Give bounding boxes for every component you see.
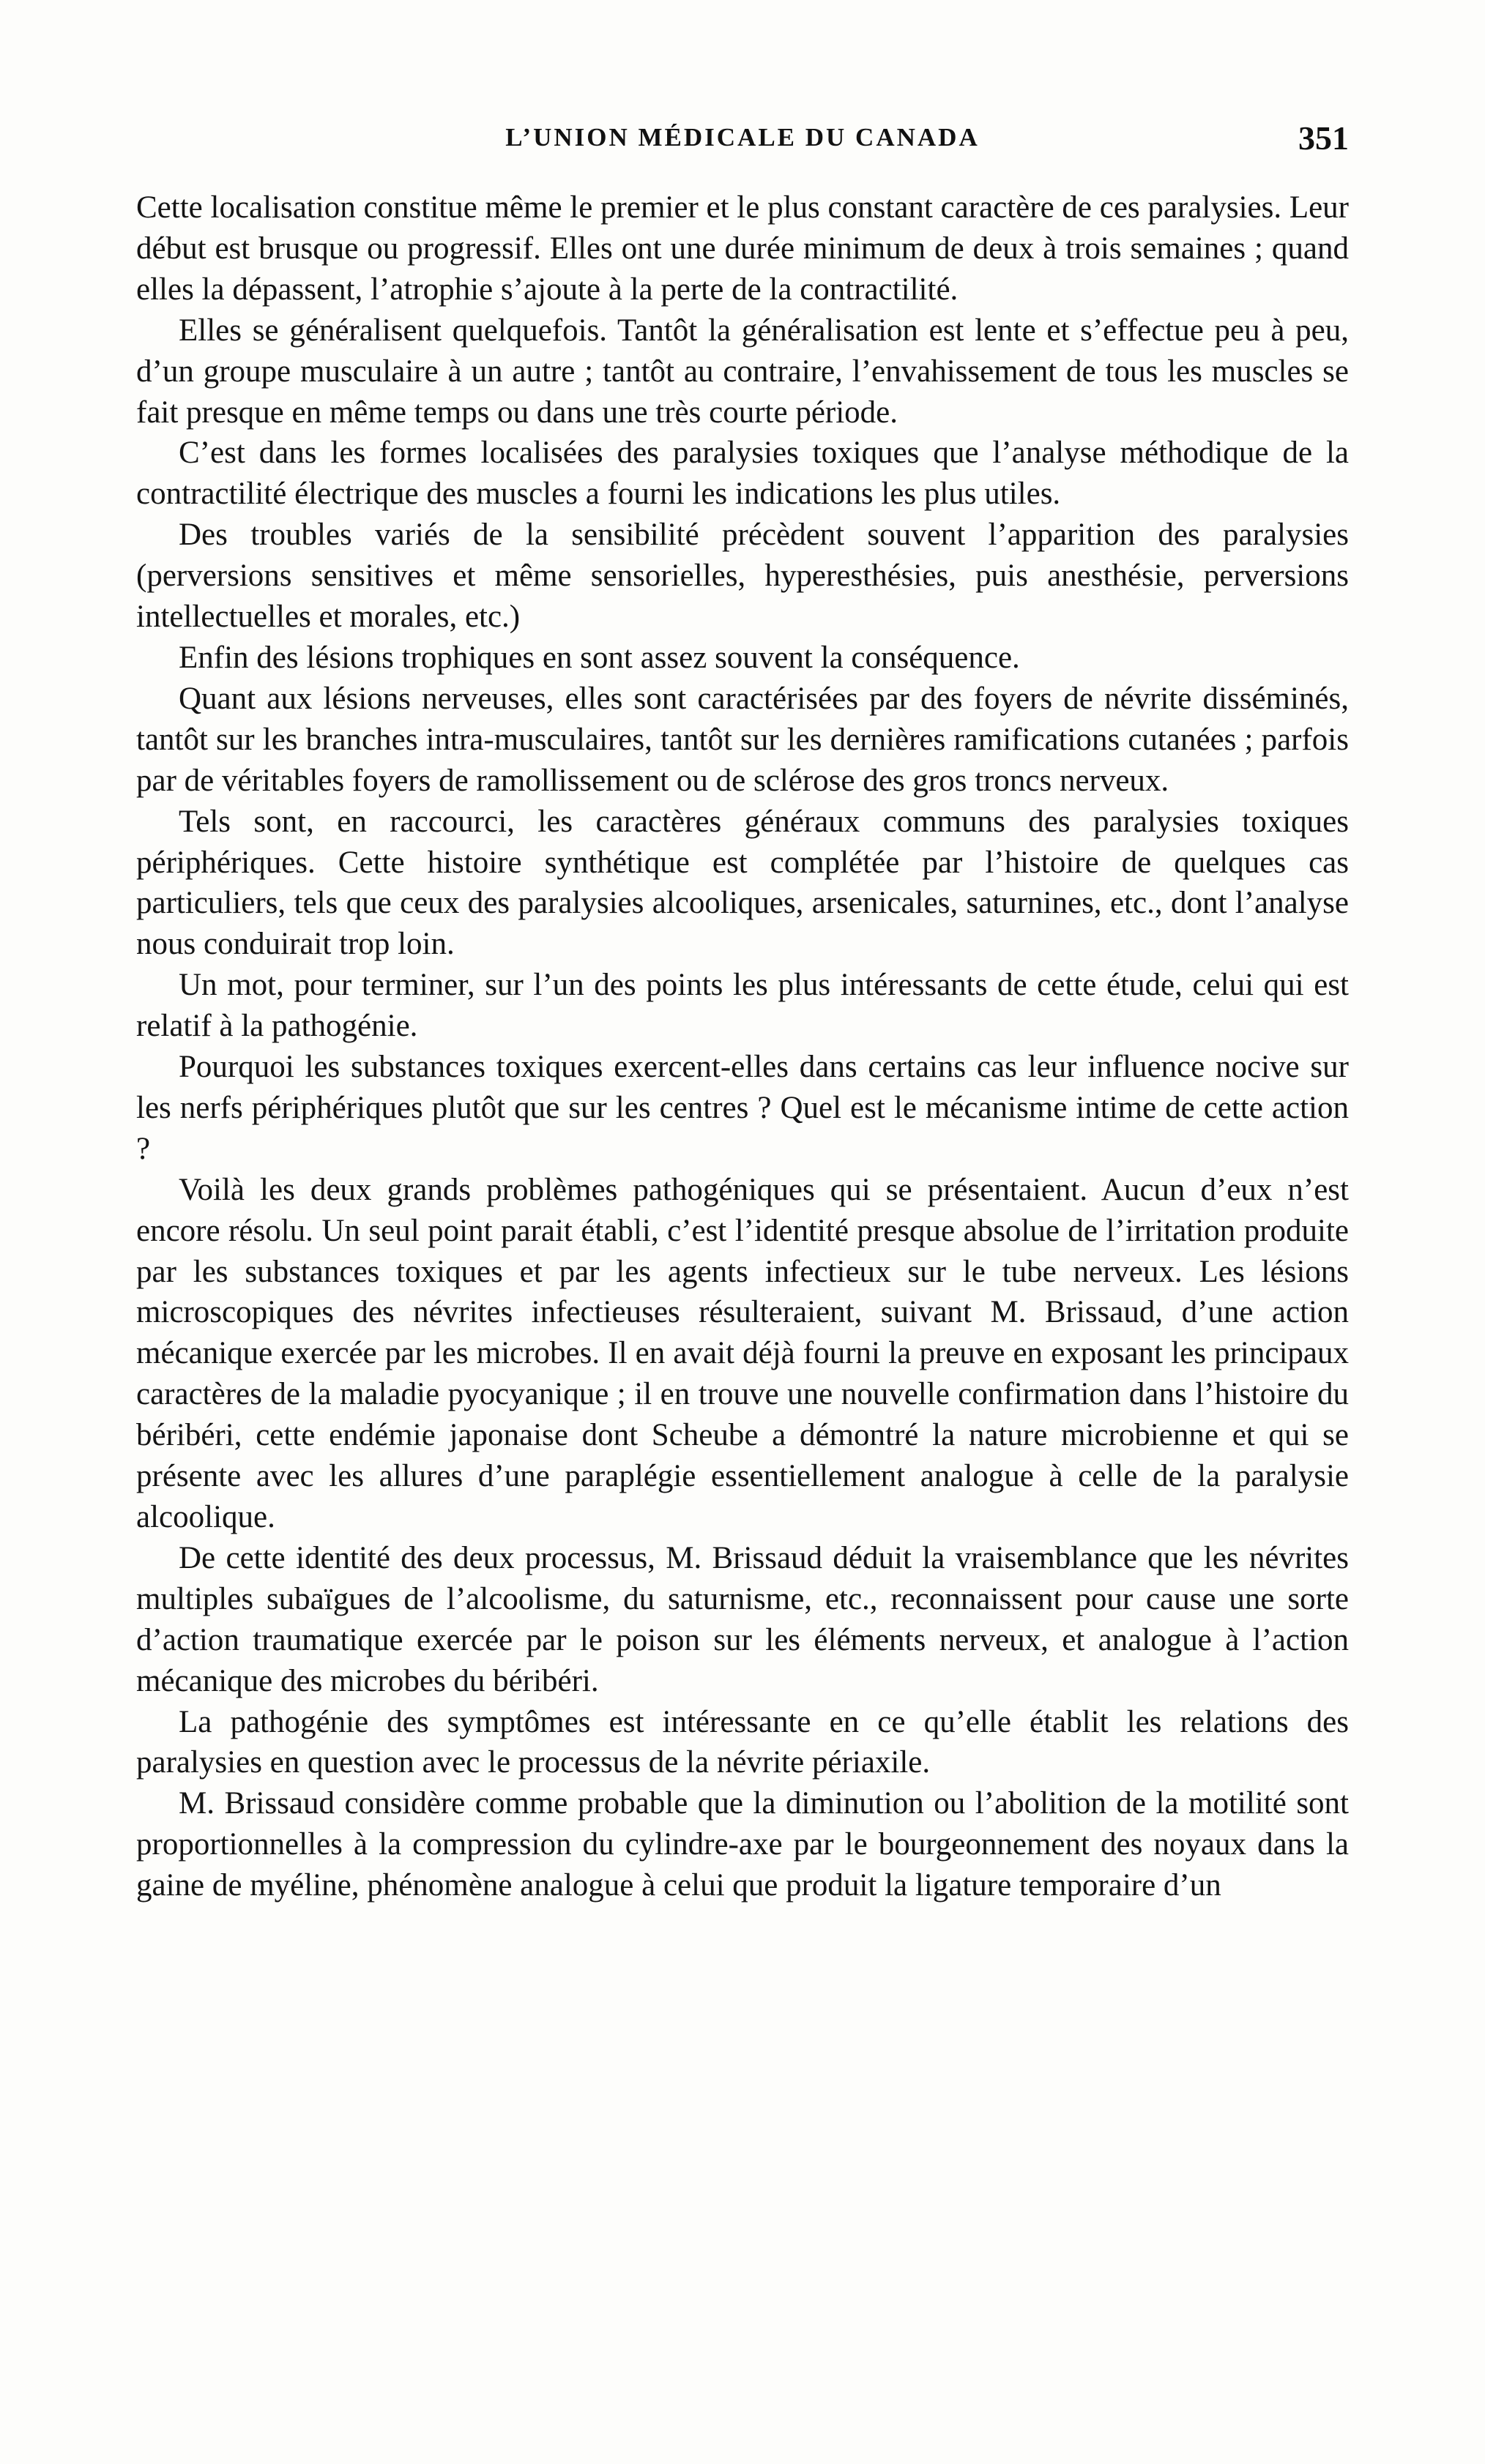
paragraph: Tels sont, en raccourci, les caractères généraux communs des paralysies toxiques périphériques. Cette histoire synthétique est complétée par l’histoire de quelques cas particuliers, tels que ceux des paralysies alcooliques, arsenicales, saturnines, etc., dont l’analyse nous conduirait trop loin.	[136, 804, 1349, 962]
paragraph: De cette identité des deux processus, M. Brissaud déduit la vraisemblance que les névrites multiples subaïgues de l’alcoolisme, du saturnisme, etc., reconnaissent pour cause une sorte d’action traumatique exercée par le poison sur les éléments nerveux, et analogue à l’action mécanique des microbes du béribéri.	[136, 1540, 1349, 1698]
body-text	[136, 187, 1349, 1906]
paragraph: Cette localisation constitue même le premier et le plus constant caractère de ces paralysies. Leur début est brusque ou progressif. Elles ont une durée minimum de deux à trois semaines ; quand elles la dépassent, l’atrophie s’ajoute à la perte de la contractilité.	[136, 190, 1350, 307]
paragraph: Enfin des lésions trophiques en sont assez souvent la conséquence.	[179, 640, 1020, 675]
paragraph: Voilà les deux grands problèmes pathogéniques qui se présentaient. Aucun d’eux n’est encore résolu. Un seul point parait établi, c’est l’identité presque absolue de l’irritation produite par les substances toxiques et par les agents infectieux sur le tube nerveux. Les lésions microscopiques des névrites infectieuses résulteraient, suivant M. Brissaud, d’une action mécanique exercée par les microbes. Il en avait déjà fourni la preuve en exposant les principaux caractères de la maladie pyocyanique ; il en trouve une nouvelle confirmation dans l’histoire du béribéri, cette endémie japonaise dont Scheube a démontré la nature microbienne et qui se présente avec les allures d’une paraplégie essentiellement analogue à celle de la paralysie alcoolique.	[136, 1172, 1349, 1534]
paragraph: La pathogénie des symptômes est intéressante en ce qu’elle établit les relations des paralysies en question avec le processus de la névrite périaxile.	[136, 1704, 1349, 1780]
paragraph: Elles se généralisent quelquefois. Tantôt la généralisation est lente et s’effectue peu à peu, d’un groupe musculaire à un autre ; tantôt au contraire, l’envahissement de tous les muscles se fait presque en même temps ou dans une très courte période.	[136, 313, 1349, 430]
paragraph: Pourquoi les substances toxiques exercent-elles dans certains cas leur influence nocive sur les nerfs périphériques plutôt que sur les centres ? Quel est le mécanisme intime de cette action ?	[136, 1050, 1349, 1166]
running-head	[136, 119, 1349, 167]
paragraph: M. Brissaud considère comme probable que la diminution ou l’abolition de la motilité sont proportionnelles à la compression du cylindre-axe par le bourgeonnement des noyaux dans la gaine de myéline, phénomène analogue à celui que produit la ligature temporaire d’un	[136, 1786, 1349, 1903]
paragraph: C’est dans les formes localisées des paralysies toxiques que l’analyse méthodique de la contractilité électrique des muscles a fourni les indications les plus utiles.	[136, 436, 1349, 512]
paragraph: Des troubles variés de la sensibilité précèdent souvent l’apparition des paralysies (perversions sensitives et même sensorielles, hyperesthésies, puis anesthésie, perversions intellectuelles et morales, etc.)	[136, 518, 1349, 635]
paragraph: Un mot, pour terminer, sur l’un des points les plus intéressants de cette étude, celui qui est relatif à la pathogénie.	[136, 968, 1349, 1044]
running-title: L’UNION MÉDICALE DU CANADA	[505, 123, 980, 152]
page-number: 351	[1298, 119, 1349, 157]
paragraph: Quant aux lésions nerveuses, elles sont caractérisées par des foyers de névrite disséminés, tantôt sur les branches intra-musculaires, tantôt sur les dernières ramifications cutanées ; parfois par de véritables foyers de ramollissement ou de sclérose des gros troncs nerveux.	[136, 681, 1349, 798]
